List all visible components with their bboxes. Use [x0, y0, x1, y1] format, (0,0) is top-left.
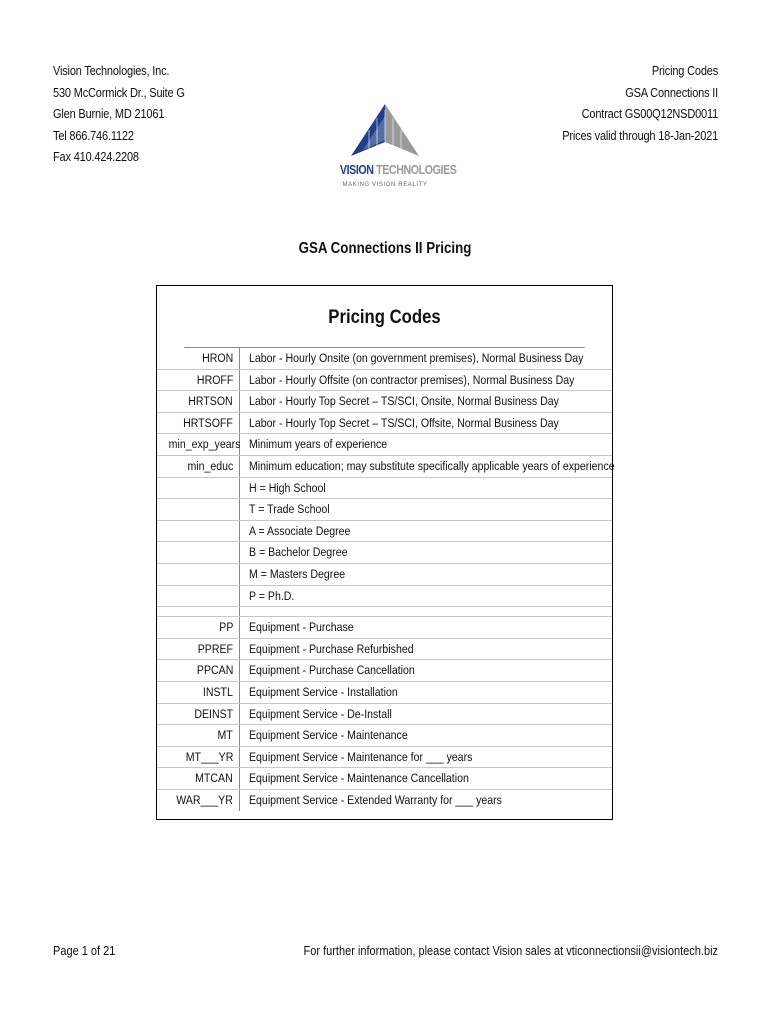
- description-text: Equipment Service - De-Install: [249, 706, 392, 721]
- table-row: [157, 768, 612, 790]
- description-text: Equipment Service - Maintenance Cancellation: [249, 771, 469, 786]
- company-name: Vision Technologies, Inc.: [53, 64, 170, 78]
- document-meta-block: [562, 61, 718, 147]
- code-text: DEINST: [194, 706, 233, 721]
- code-text: min_educ: [187, 458, 233, 473]
- table-row: [157, 725, 612, 747]
- code-cell: [157, 542, 240, 563]
- description-cell: [249, 521, 612, 542]
- description-text: Equipment Service - Maintenance: [249, 728, 408, 743]
- description-cell: [249, 586, 612, 607]
- table-row: [157, 456, 615, 478]
- description-text: Equipment - Purchase: [249, 620, 354, 635]
- company-address-block: [53, 61, 185, 169]
- pricing-codes-table: [156, 285, 613, 820]
- code-text: PPREF: [197, 641, 233, 656]
- description-cell: [249, 499, 612, 520]
- description-text: Equipment - Purchase Cancellation: [249, 663, 415, 678]
- description-text: Equipment Service - Extended Warranty for ___ years: [249, 792, 502, 807]
- table-body: [157, 348, 615, 811]
- code-text: MT: [217, 728, 233, 743]
- logo-wordmark: [339, 162, 457, 177]
- code-text: PPCAN: [196, 663, 233, 678]
- description-cell: [249, 348, 612, 369]
- contact-info: For further information, please contact Vision sales at vticonnectionsii@visiontech.biz: [303, 944, 718, 958]
- table-row: [157, 542, 612, 564]
- code-cell: [157, 607, 240, 616]
- description-cell: [249, 542, 612, 563]
- table-row: [157, 370, 612, 392]
- description-cell: [249, 370, 612, 391]
- table-row: [157, 434, 612, 456]
- table-row: [157, 391, 612, 413]
- meta-validity: Prices valid through 18-Jan-2021: [562, 128, 718, 143]
- meta-heading: Pricing Codes: [651, 64, 718, 78]
- table-row: [157, 682, 612, 704]
- code-text: INSTL: [203, 684, 233, 699]
- description-text: P = Ph.D.: [249, 588, 295, 603]
- meta-program: GSA Connections II: [625, 85, 718, 100]
- description-text: Labor - Hourly Top Secret – TS/SCI, Offsite, Normal Business Day: [249, 415, 559, 430]
- code-cell: [157, 682, 240, 703]
- description-cell: [249, 391, 612, 412]
- code-text: MTCAN: [195, 771, 233, 786]
- table-row: [157, 564, 612, 586]
- company-logo: [330, 102, 457, 194]
- table-row: [157, 413, 612, 435]
- code-cell: [157, 790, 240, 812]
- code-cell: [157, 660, 240, 681]
- logo-wordmark-part1: VISION: [339, 162, 374, 177]
- code-cell: [157, 521, 240, 542]
- description-cell: [249, 682, 612, 703]
- code-text: MT___YR: [185, 749, 233, 764]
- description-cell: [249, 617, 612, 638]
- table-row: [157, 639, 612, 661]
- description-cell: [249, 747, 612, 768]
- table-row: [157, 617, 612, 639]
- description-text: Equipment Service - Installation: [249, 684, 398, 699]
- description-cell: [249, 639, 612, 660]
- code-text: PP: [218, 620, 233, 635]
- description-cell: [249, 725, 612, 746]
- code-cell: [157, 617, 240, 638]
- code-text: min_exp_years: [168, 437, 241, 452]
- description-text: Equipment Service - Maintenance for ___ years: [249, 749, 473, 764]
- code-cell: [157, 370, 240, 391]
- table-title: Pricing Codes: [184, 286, 584, 348]
- table-row: [157, 499, 612, 521]
- page-number: Page 1 of 21: [53, 944, 116, 958]
- code-cell: [157, 434, 240, 455]
- code-cell: [157, 456, 240, 477]
- description-cell: [249, 478, 612, 499]
- description-text: Minimum education; may substitute specifically applicable years of experience: [249, 458, 615, 473]
- description-text: M = Masters Degree: [249, 566, 346, 581]
- description-cell: [249, 413, 612, 434]
- description-text: H = High School: [249, 480, 326, 495]
- description-cell: [249, 704, 612, 725]
- code-text: HRTSOFF: [183, 415, 233, 430]
- description-cell: [249, 790, 612, 812]
- table-row: [157, 521, 612, 543]
- code-cell: [157, 348, 240, 369]
- code-cell: [157, 499, 240, 520]
- table-row: [157, 747, 612, 769]
- code-cell: [157, 704, 240, 725]
- table-row: [157, 660, 612, 682]
- code-cell: [157, 391, 240, 412]
- table-row: [157, 478, 612, 500]
- code-text: HRTSON: [188, 394, 233, 409]
- description-cell: [249, 456, 615, 477]
- description-text: Labor - Hourly Offsite (on contractor premises), Normal Business Day: [249, 372, 575, 387]
- table-row: [157, 704, 612, 726]
- description-text: B = Bachelor Degree: [249, 545, 348, 560]
- code-cell: [157, 725, 240, 746]
- code-cell: [157, 564, 240, 585]
- code-cell: [157, 413, 240, 434]
- logo-wordmark-part2: TECHNOLOGIES: [373, 162, 457, 177]
- description-cell: [249, 607, 612, 616]
- description-text: T = Trade School: [249, 502, 330, 517]
- fax: Fax 410.424.2208: [53, 150, 139, 164]
- description-cell: [249, 434, 612, 455]
- document-title: GSA Connections II Pricing: [298, 240, 472, 257]
- code-cell: [157, 747, 240, 768]
- description-text: Labor - Hourly Onsite (on government premises), Normal Business Day: [249, 351, 584, 365]
- description-cell: [249, 768, 612, 789]
- table-row: [157, 348, 612, 370]
- code-text: WAR___YR: [176, 792, 233, 807]
- telephone: Tel 866.746.1122: [53, 128, 134, 143]
- code-cell: [157, 478, 240, 499]
- code-cell: [157, 586, 240, 607]
- meta-contract: Contract GS00Q12NSD0011: [581, 107, 718, 121]
- description-cell: [249, 660, 612, 681]
- description-text: Equipment - Purchase Refurbished: [249, 641, 414, 656]
- code-cell: [157, 768, 240, 789]
- address-line-1: 530 McCormick Dr., Suite G: [53, 85, 185, 100]
- table-row: [157, 586, 612, 608]
- code-cell: [157, 639, 240, 660]
- table-row: [157, 790, 612, 812]
- logo-tagline: MAKING VISION REALITY: [342, 182, 428, 188]
- code-text: HROFF: [196, 372, 233, 387]
- description-cell: [249, 564, 612, 585]
- description-text: Labor - Hourly Top Secret – TS/SCI, Onsite, Normal Business Day: [249, 394, 559, 409]
- description-text: Minimum years of experience: [249, 437, 388, 452]
- code-text: HRON: [201, 351, 233, 365]
- address-line-2: Glen Burnie, MD 21061: [53, 107, 165, 121]
- description-text: A = Associate Degree: [249, 523, 351, 538]
- pyramid-logo-icon: [347, 102, 423, 158]
- table-row: [157, 607, 612, 617]
